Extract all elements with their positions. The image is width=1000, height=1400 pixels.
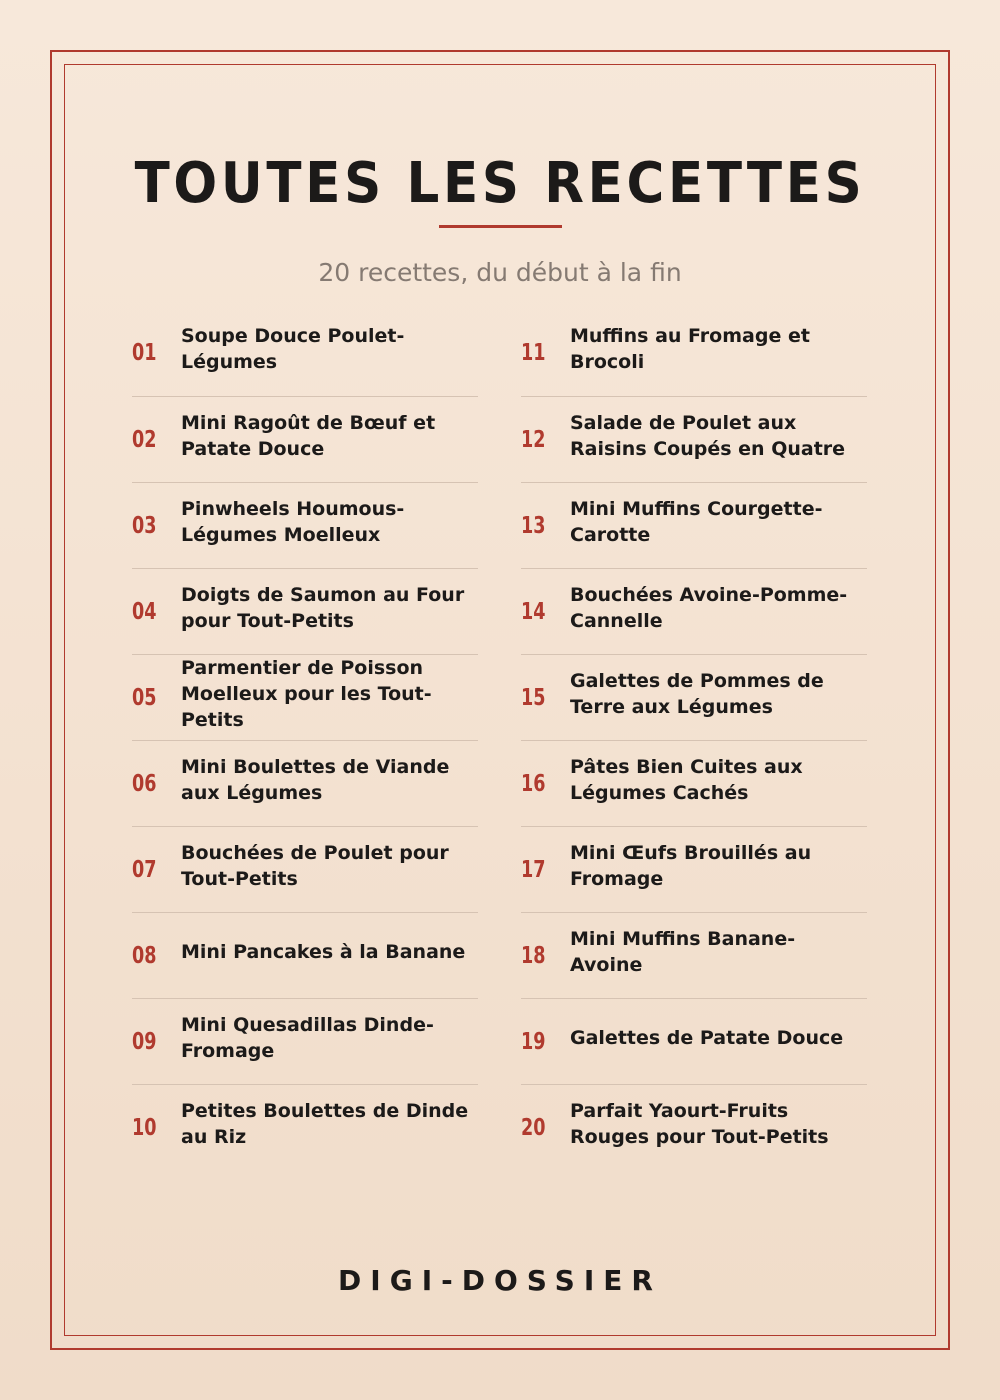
recipe-name: Muffins au Fromage et Brocoli: [570, 325, 810, 373]
recipe-name: Mini Muffins Banane-Avoine: [570, 928, 796, 976]
recipe-name: Mini Boulettes de Viande aux Légumes: [181, 756, 450, 804]
recipe-number: 04: [132, 599, 157, 625]
recipe-number: 07: [132, 857, 157, 883]
recipe-number: 17: [521, 857, 546, 883]
recipe-item: [521, 912, 867, 998]
recipe-item: [521, 654, 867, 740]
recipe-name: Mini Muffins Courgette-Carotte: [570, 498, 823, 546]
recipe-column-right: [521, 310, 867, 1170]
recipe-name: Pinwheels Houmous-Légumes Moelleux: [181, 498, 405, 546]
title-underline: [439, 225, 562, 228]
recipe-name: Soupe Douce Poulet-Légumes: [181, 325, 405, 373]
recipe-name: Mini Pancakes à la Banane: [181, 941, 466, 963]
recipe-item: [132, 396, 478, 482]
recipe-number: 08: [132, 943, 157, 969]
recipe-column-left: [132, 310, 478, 1170]
recipe-name: Petites Boulettes de Dinde au Riz: [181, 1100, 469, 1148]
recipe-item: [521, 826, 867, 912]
recipe-name: Mini Œufs Brouillés au Fromage: [570, 842, 812, 890]
recipe-number: 02: [132, 427, 157, 453]
recipe-number: 05: [132, 685, 157, 711]
recipe-number: 01: [132, 340, 157, 366]
recipe-number: 12: [521, 427, 546, 453]
recipe-name: Mini Quesadillas Dinde-Fromage: [181, 1014, 434, 1062]
recipe-item: [521, 482, 867, 568]
recipe-item: [132, 1084, 478, 1170]
recipe-number: 03: [132, 513, 157, 539]
recipe-item: [521, 310, 867, 396]
recipe-number: 09: [132, 1029, 157, 1055]
recipe-number: 20: [521, 1115, 546, 1141]
recipe-item: [132, 998, 478, 1084]
recipe-name: Galettes de Patate Douce: [570, 1027, 844, 1049]
recipe-item: [132, 568, 478, 654]
recipe-item: [521, 396, 867, 482]
recipe-number: 15: [521, 685, 546, 711]
recipe-item: [132, 482, 478, 568]
recipe-number: 06: [132, 771, 157, 797]
recipe-item: [132, 740, 478, 826]
recipe-number: 10: [132, 1115, 157, 1141]
recipe-item: [132, 310, 478, 396]
recipe-number: 18: [521, 943, 546, 969]
recipe-item: [132, 826, 478, 912]
recipe-item: [521, 1084, 867, 1170]
recipe-name: Pâtes Bien Cuites aux Légumes Cachés: [570, 756, 803, 804]
recipe-name: Bouchées de Poulet pour Tout-Petits: [181, 842, 449, 890]
recipe-item: [521, 740, 867, 826]
recipe-item: [521, 998, 867, 1084]
recipe-name: Doigts de Saumon au Four pour Tout-Petits: [181, 584, 465, 632]
recipe-name: Parfait Yaourt-Fruits Rouges pour Tout-Petits: [570, 1100, 829, 1148]
recipe-name: Bouchées Avoine-Pomme-Cannelle: [570, 584, 848, 632]
page-subtitle: 20 recettes, du début à la fin: [318, 258, 682, 287]
recipe-number: 19: [521, 1029, 546, 1055]
recipe-item: [521, 568, 867, 654]
recipe-name: Parmentier de Poisson Moelleux pour les Tout-Petits: [181, 657, 432, 731]
page-title: TOUTES LES RECETTES: [134, 151, 866, 216]
recipe-item: [132, 654, 478, 740]
recipe-number: 11: [521, 340, 546, 366]
recipe-item: [132, 912, 478, 998]
recipe-name: Mini Ragoût de Bœuf et Patate Douce: [181, 412, 436, 460]
recipe-number: 16: [521, 771, 546, 797]
recipe-number: 14: [521, 599, 546, 625]
recipe-name: Galettes de Pommes de Terre aux Légumes: [570, 670, 824, 718]
recipe-name: Salade de Poulet aux Raisins Coupés en Quatre: [570, 412, 846, 460]
recipe-number: 13: [521, 513, 546, 539]
brand-footer: DIGI-DOSSIER: [338, 1264, 662, 1297]
